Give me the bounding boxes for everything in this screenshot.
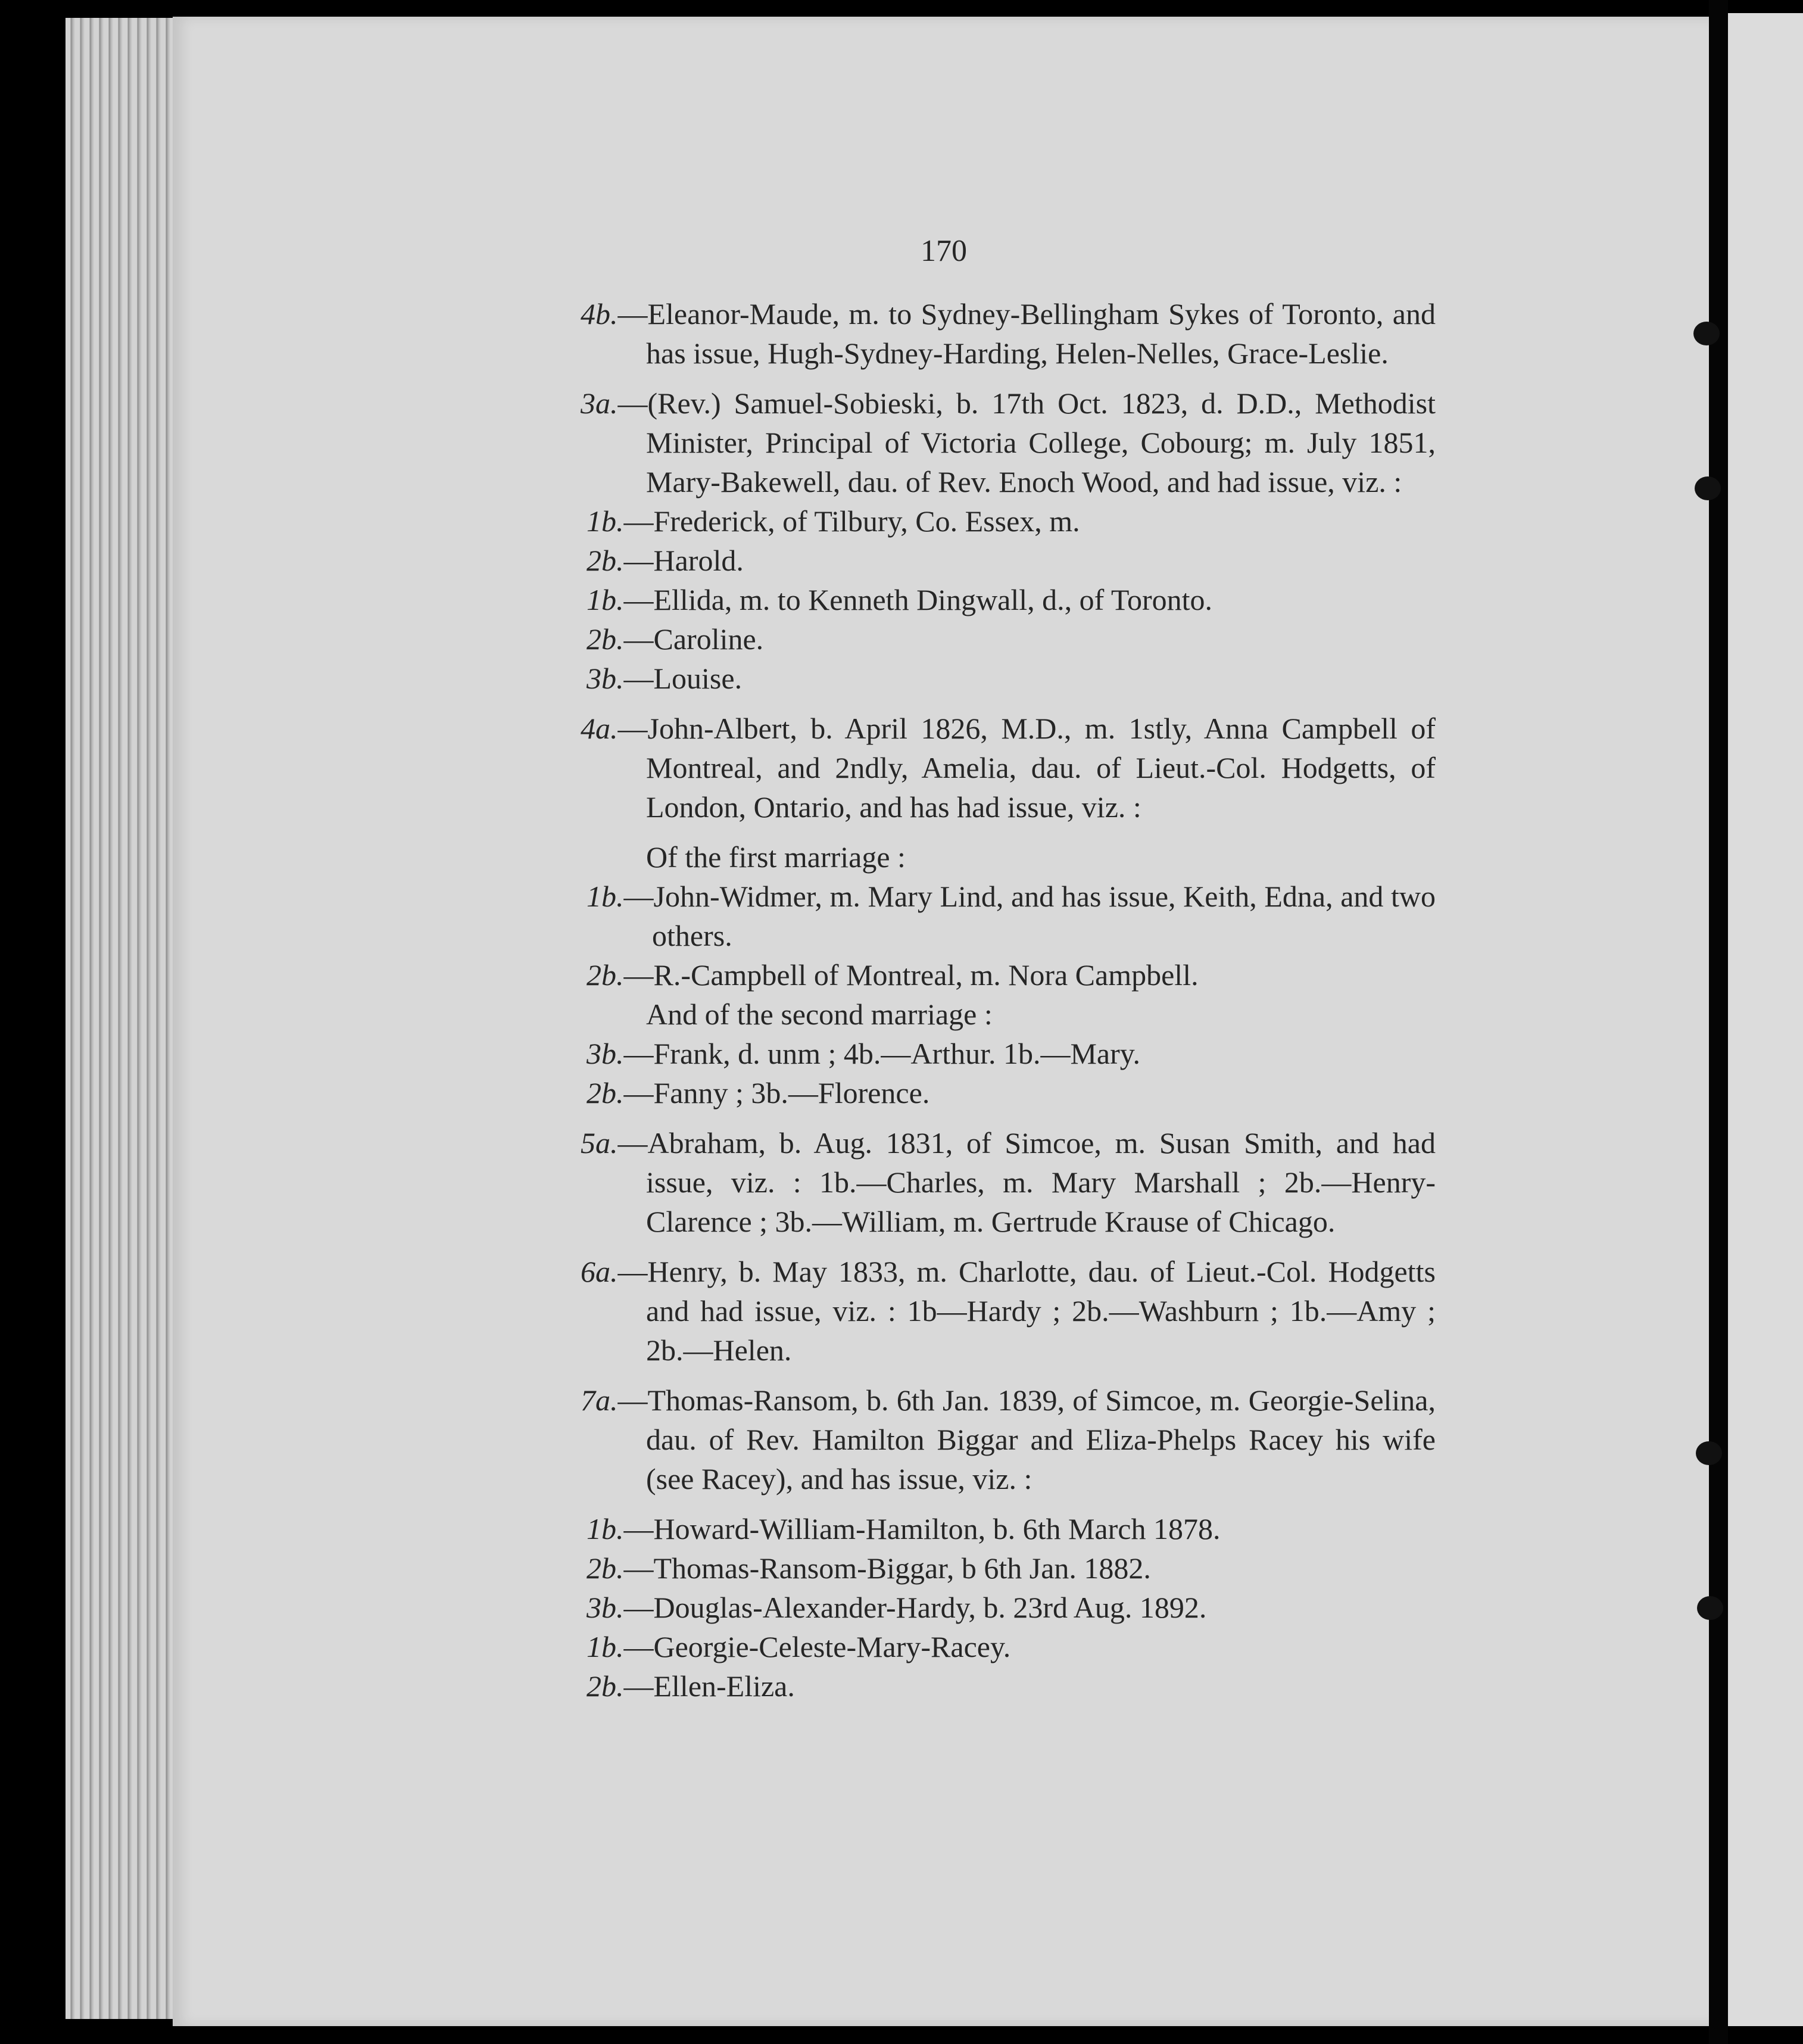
facing-page-edge xyxy=(1728,13,1803,2026)
entry-3b-frank: 3b.—Frank, d. unm ; 4b.—Arthur. 1b.—Mary. xyxy=(587,1037,1141,1070)
entry-3a-samuel-sobieski: 3a.—(Rev.) Samuel-Sobieski, b. 17th Oct. 1823, d. D.D., Methodist Minister, Principal of Victoria College, Cobourg; m. July 1851, Mary-Bakewell, dau. of Rev. Enoch Wood, and had issue, viz. : xyxy=(581,387,1436,498)
entry-4b-eleanor-maude: 4b.—Eleanor-Maude, m. to Sydney-Bellingham Sykes of Toronto, and has issue, Hugh-Sydney-Harding, Helen-Nelles, Grace-Leslie. xyxy=(581,297,1436,370)
binding-thread-blot xyxy=(1696,1441,1722,1465)
entry-4a-john-albert: 4a.—John-Albert, b. April 1826, M.D., m. 1stly, Anna Campbell of Montreal, and 2ndly, Amelia, dau. of Lieut.-Col. Hodgetts, of London, Ontario, and has had issue, viz. : xyxy=(581,712,1436,824)
entry-7a-thomas-ransom: 7a.—Thomas-Ransom, b. 6th Jan. 1839, of Simcoe, m. Georgie-Selina, dau. of Rev. Hamilton Biggar and Eliza-Phelps Racey his wife (see Racey), and has issue, viz. : xyxy=(581,1384,1436,1495)
entry-1b-ellida: 1b.—Ellida, m. to Kenneth Dingwall, d., of Toronto. xyxy=(587,583,1213,616)
entry-2b-r-campbell: 2b.—R.-Campbell of Montreal, m. Nora Campbell. xyxy=(587,958,1199,992)
entry-2b-caroline: 2b.—Caroline. xyxy=(587,622,764,656)
binding-gutter xyxy=(1709,0,1728,2044)
entry-1b-frederick: 1b.—Frederick, of Tilbury, Co. Essex, m. xyxy=(587,504,1080,538)
entry-3b-louise: 3b.—Louise. xyxy=(587,662,743,695)
binding-thread-blot xyxy=(1693,322,1720,345)
entry-5a-abraham: 5a.—Abraham, b. Aug. 1831, of Simcoe, m. Susan Smith, and had issue, viz. : 1b.—Charles, m. Mary Marshall ; 2b.—Henry-Clarence ; 3b.—William, m. Gertrude Krause of Chicago. xyxy=(581,1126,1436,1238)
first-marriage-heading: Of the first marriage : xyxy=(646,840,906,874)
entry-1b-howard-william-hamilton: 1b.—Howard-William-Hamilton, b. 6th March 1878. xyxy=(587,1512,1221,1546)
entry-2b-harold: 2b.—Harold. xyxy=(587,544,744,577)
binding-thread-blot xyxy=(1695,476,1721,500)
page-stack-edges xyxy=(65,18,185,2019)
entry-6a-henry: 6a.—Henry, b. May 1833, m. Charlotte, dau. of Lieut.-Col. Hodgetts and had issue, viz. : 1b—Hardy ; 2b.—Washburn ; 1b.—Amy ; 2b.—Helen. xyxy=(581,1255,1436,1367)
genealogy-entries xyxy=(581,294,1436,1706)
entry-2b-fanny: 2b.—Fanny ; 3b.—Florence. xyxy=(587,1076,930,1110)
entry-1b-john-widmer: 1b.—John-Widmer, m. Mary Lind, and has issue, Keith, Edna, and two others. xyxy=(587,880,1436,952)
second-marriage-heading: And of the second marriage : xyxy=(646,998,993,1031)
entry-3b-douglas-alexander-hardy: 3b.—Douglas-Alexander-Hardy, b. 23rd Aug. 1892. xyxy=(587,1591,1207,1624)
page-number: 170 xyxy=(921,234,967,268)
entry-1b-georgie-celeste-mary-racey: 1b.—Georgie-Celeste-Mary-Racey. xyxy=(587,1630,1011,1663)
entry-2b-ellen-eliza: 2b.—Ellen-Eliza. xyxy=(587,1669,795,1703)
binding-thread-blot xyxy=(1697,1596,1723,1620)
entry-2b-thomas-ransom-biggar: 2b.—Thomas-Ransom-Biggar, b 6th Jan. 1882. xyxy=(587,1551,1151,1585)
